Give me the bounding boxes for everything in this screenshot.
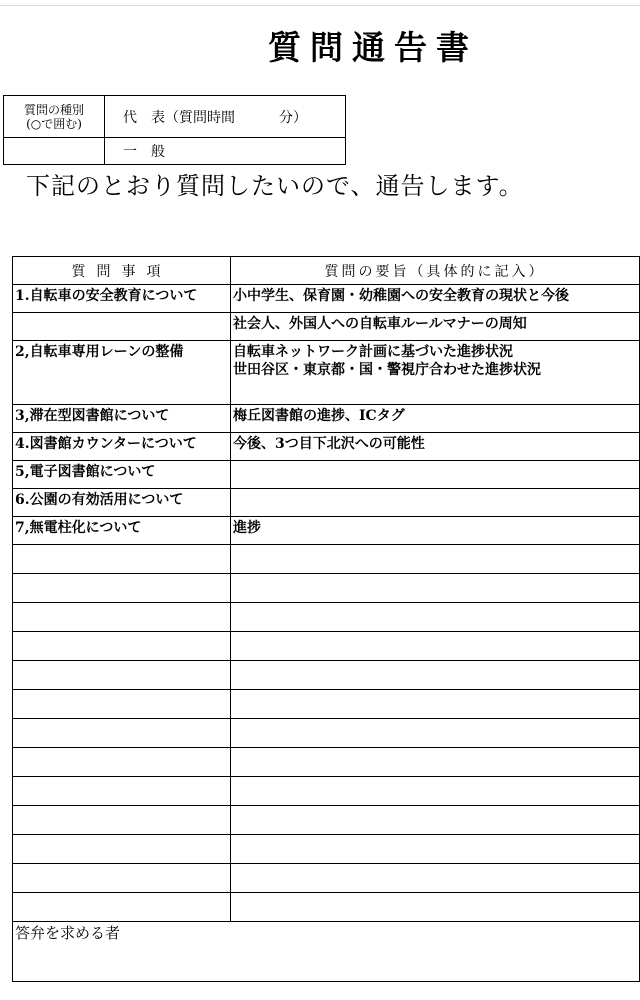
summary-line: 今後、3つ目下北沢への可能性	[233, 436, 425, 452]
item-cell-blank[interactable]	[13, 748, 231, 777]
table-row-blank	[13, 864, 640, 893]
item-cell-blank[interactable]	[13, 545, 231, 574]
option-general[interactable]	[105, 138, 346, 165]
item-cell[interactable]: 3,滞在型図書館について	[13, 405, 231, 433]
summary-cell-blank[interactable]	[231, 748, 640, 777]
top-border	[0, 5, 640, 6]
respondent-row	[13, 922, 640, 982]
summary-cell[interactable]	[231, 285, 640, 313]
summary-cell-blank[interactable]	[231, 690, 640, 719]
item-cell-blank[interactable]	[13, 777, 231, 806]
table-row	[13, 313, 640, 341]
summary-cell-blank[interactable]	[231, 661, 640, 690]
table-row	[13, 433, 640, 461]
col-header-items: 質問事項	[13, 257, 231, 285]
option-representative-text: 表（質問時間	[151, 109, 235, 126]
item-cell-blank[interactable]	[13, 806, 231, 835]
summary-cell[interactable]	[231, 517, 640, 545]
option-general-text: 一 般	[123, 144, 165, 160]
option-representative[interactable]	[105, 96, 346, 138]
item-cell-blank[interactable]	[13, 719, 231, 748]
option-representative-prefix: 代	[123, 109, 137, 126]
table-row-blank	[13, 748, 640, 777]
table-row-blank	[13, 632, 640, 661]
item-cell[interactable]: 6.公園の有効活用について	[13, 489, 231, 517]
table-row	[13, 517, 640, 545]
table-row	[13, 405, 640, 433]
item-cell-blank[interactable]	[13, 661, 231, 690]
table-row	[13, 341, 640, 405]
summary-line: 梅丘図書館の進捗、ICタグ	[233, 408, 405, 424]
table-row-blank	[13, 545, 640, 574]
item-cell[interactable]	[13, 313, 231, 341]
table-row-blank	[13, 661, 640, 690]
col-header-summary: 質問の要旨（具体的に記入）	[231, 257, 640, 285]
summary-cell[interactable]	[231, 489, 640, 517]
table-row-blank	[13, 835, 640, 864]
summary-line: 自転車ネットワーク計画に基づいた進捗状況	[233, 344, 513, 360]
respondent-cell[interactable]	[13, 922, 640, 982]
table-row	[13, 285, 640, 313]
summary-line: 世田谷区・東京都・国・警視庁合わせた進捗状況	[233, 362, 541, 378]
item-cell[interactable]: 5,電子図書館について	[13, 461, 231, 489]
item-cell-blank[interactable]	[13, 632, 231, 661]
question-type-blank-cell	[4, 138, 105, 165]
item-cell-blank[interactable]	[13, 690, 231, 719]
question-type-label-line1: 質問の種別	[23, 102, 84, 117]
respondent-label: 答弁を求める者	[15, 924, 121, 942]
summary-cell-blank[interactable]	[231, 893, 640, 922]
summary-cell[interactable]	[231, 405, 640, 433]
item-cell-blank[interactable]	[13, 864, 231, 893]
summary-cell-blank[interactable]	[231, 835, 640, 864]
summary-cell-blank[interactable]	[231, 574, 640, 603]
item-cell[interactable]: 7,無電柱化について	[13, 517, 231, 545]
summary-cell-blank[interactable]	[231, 806, 640, 835]
summary-cell-blank[interactable]	[231, 719, 640, 748]
table-row	[13, 489, 640, 517]
option-representative-minutes: 分）	[279, 109, 307, 126]
table-row-blank	[13, 719, 640, 748]
item-cell-blank[interactable]	[13, 893, 231, 922]
question-table	[12, 256, 640, 982]
table-row-blank	[13, 777, 640, 806]
summary-line: 社会人、外国人への自転車ルールマナーの周知	[233, 316, 527, 332]
item-cell-blank[interactable]	[13, 603, 231, 632]
summary-cell[interactable]	[231, 433, 640, 461]
item-cell-blank[interactable]	[13, 574, 231, 603]
question-type-label	[4, 96, 105, 138]
summary-line: 小中学生、保育園・幼稚園への安全教育の現状と今後	[233, 288, 569, 304]
item-cell-blank[interactable]	[13, 835, 231, 864]
summary-cell-blank[interactable]	[231, 603, 640, 632]
table-row-blank	[13, 603, 640, 632]
question-type-table	[3, 95, 346, 165]
summary-cell[interactable]	[231, 313, 640, 341]
question-type-label-line2: (○で囲む)	[26, 116, 82, 131]
summary-line: 進捗	[233, 520, 261, 536]
table-row-blank	[13, 806, 640, 835]
table-row-blank	[13, 690, 640, 719]
summary-cell-blank[interactable]	[231, 777, 640, 806]
item-cell[interactable]: 1.自転車の安全教育について	[13, 285, 231, 313]
summary-cell[interactable]	[231, 341, 640, 405]
table-header-row	[13, 257, 640, 285]
table-row	[13, 461, 640, 489]
table-row-blank	[13, 574, 640, 603]
summary-cell-blank[interactable]	[231, 545, 640, 574]
item-cell[interactable]: 2,自転車専用レーンの整備	[13, 341, 231, 405]
notice-text: 下記のとおり質問したいので、通告します。	[26, 172, 524, 200]
summary-cell-blank[interactable]	[231, 864, 640, 893]
page-title: 質問通告書	[268, 28, 478, 67]
summary-cell-blank[interactable]	[231, 632, 640, 661]
summary-cell[interactable]	[231, 461, 640, 489]
table-row-blank	[13, 893, 640, 922]
item-cell[interactable]: 4.図書館カウンターについて	[13, 433, 231, 461]
